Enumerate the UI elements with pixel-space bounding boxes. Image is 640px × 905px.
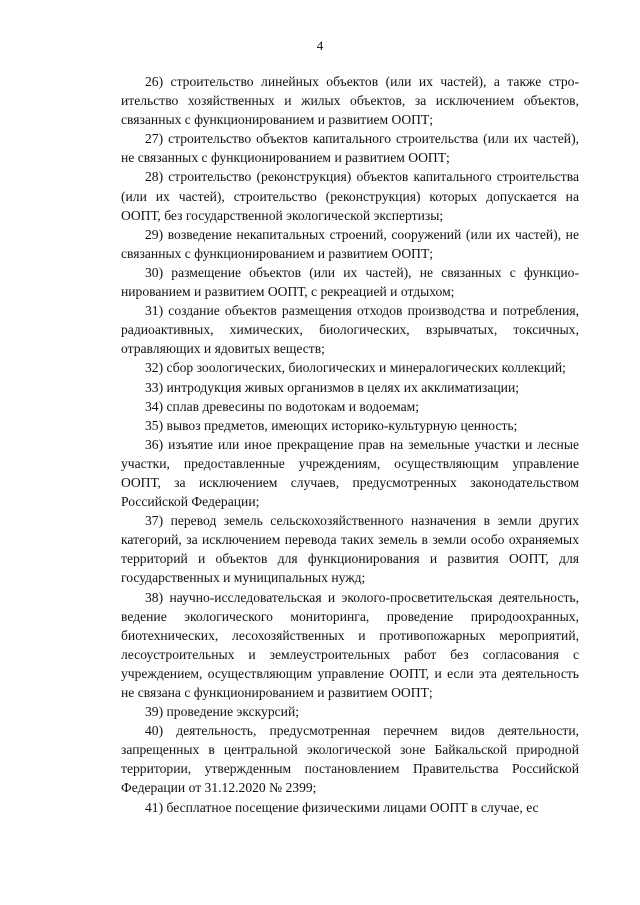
page-number: 4 [316, 38, 324, 53]
list-item: 39) проведение экскурсий; [145, 704, 300, 720]
list-item: 29) возведение некапитальных строений, сооружений (или их частей), не связанных с функционированием и развитием ООПТ; [121, 226, 579, 261]
list-item: 41) бесплатное посещение физическими лицами ООПТ в случае, ес [145, 799, 539, 815]
list-item: 27) строительство объектов капитального строительства (или их частей), не связанных с функционированием и развитием ООПТ; [121, 131, 579, 166]
list-item: 37) перевод земель сельскохозяйственного назначения в земли других категорий, за исключением перевода таких земель в земли особо охраняемых территорий и объектов для функционирования и развития ООПТ, для государственных и муниципальных нужд; [121, 513, 579, 586]
list-item: 36) изъятие или иное прекращение прав на земельные участки и лесные участки, предоставленные учреждениям, осуществляющим управление ООПТ, за исключением случаев, предусмотренных законодательством Российской Федерации; [121, 436, 579, 510]
document-body [121, 72, 579, 817]
list-item: 26) строительство линейных объектов (или их частей), а также строительство хозяйственных и жилых объектов, за исключением объектов, связанных с функционированием и развитием ООПТ; [121, 74, 579, 128]
list-item: 30) размещение объектов (или их частей), не связанных с функционированием и развитием ООПТ, с рекреацией и отдыхом; [121, 264, 579, 300]
list-item: 34) сплав древесины по водотокам и водоемам; [145, 398, 419, 414]
list-item: 38) научно-исследовательская и эколого-просветительская деятельность, ведение экологического мониторинга, проведение природоохранных, биотехнических, лесохозяйственных и противопожарных мероприятий, лесоустроительных и землеустроительных работ без согласования с учреждением, осуществляющим управление ООПТ, и если эта деятельность не связана с функционированием и развитием ООПТ; [121, 589, 579, 700]
list-item: 31) создание объектов размещения отходов производства и потребления, радиоактивных, химических, биологических, взрывчатых, токсичных, отравляющих и ядовитых веществ; [121, 303, 579, 357]
list-item: 28) строительство (реконструкция) объектов капитального строительства (или их частей), строительство (реконструкция) которых допускается на ООПТ, без государственной экологической экспертизы; [121, 169, 579, 223]
list-item: 32) сбор зоологических, биологических и минералогических коллекций; [145, 360, 566, 376]
list-item: 35) вывоз предметов, имеющих историко-культурную ценность; [145, 417, 518, 433]
list-item: 33) интродукция живых организмов в целях их акклиматизации; [145, 379, 519, 395]
list-item: 40) деятельность, предусмотренная перечнем видов деятельности, запрещенных в центральной экологической зоне Байкальской природной территории, утвержденным постановлением Правительства Российской Федерации от 31.12.2020 № 2399; [121, 723, 579, 796]
